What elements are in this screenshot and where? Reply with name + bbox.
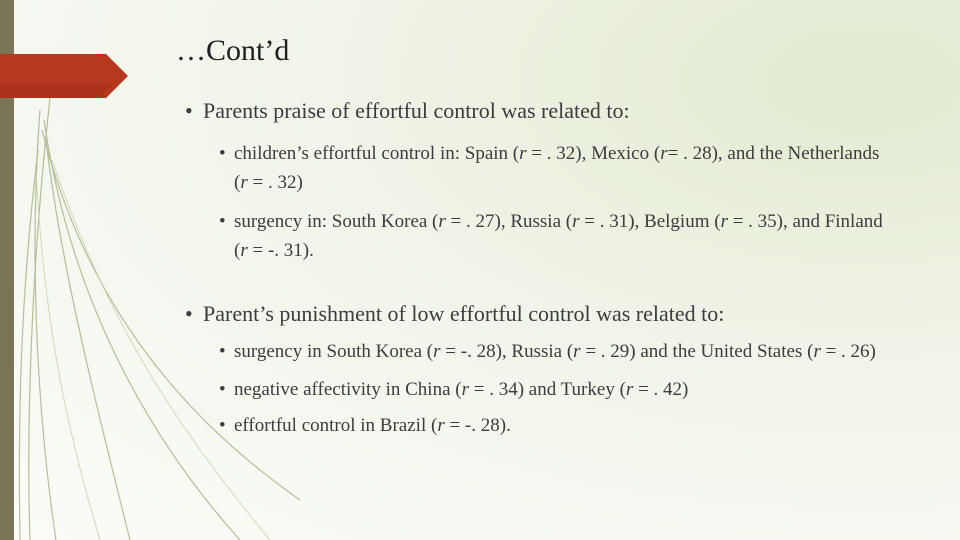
slide-content bbox=[185, 94, 885, 440]
sub-bullet-punishment-effortful bbox=[219, 411, 885, 440]
sub-bullet-punishment-negative bbox=[219, 375, 885, 404]
sub-bullet-text: negative affectivity in China (r = . 34) and Turkey (r = . 42) bbox=[234, 379, 689, 400]
bullet-marker: • bbox=[219, 341, 226, 362]
sub-bullet-punishment-surgency bbox=[219, 337, 885, 366]
title-arrow-shape bbox=[0, 54, 128, 98]
bullet-punishment-text: Parent’s punishment of low effortful control was related to: bbox=[203, 301, 725, 326]
bullet-marker: • bbox=[185, 98, 193, 123]
sub-bullet-text: effortful control in Brazil (r = -. 28). bbox=[234, 415, 511, 436]
bullet-marker: • bbox=[219, 415, 226, 436]
bullet-marker: • bbox=[219, 379, 226, 400]
bullet-punishment bbox=[185, 299, 885, 329]
bullet-marker: • bbox=[219, 143, 226, 164]
bullet-praise-text: Parents praise of effortful control was related to: bbox=[203, 98, 630, 123]
sub-bullet-text: surgency in: South Korea (r = . 27), Russia (r = . 31), Belgium (r = . 35), and Finland (r = -. 31). bbox=[234, 211, 883, 261]
sub-bullet-praise-surgency bbox=[219, 207, 885, 265]
sub-bullet-text: children’s effortful control in: Spain (r = . 32), Mexico (r= . 28), and the Netherlands (r = . 32) bbox=[234, 143, 880, 193]
sub-bullet-praise-effortful bbox=[219, 139, 885, 197]
sub-bullet-text: surgency in South Korea (r = -. 28), Russia (r = . 29) and the United States (r = . 26) bbox=[234, 341, 876, 362]
slide-title: …Cont’d bbox=[176, 34, 290, 67]
bullet-marker: • bbox=[219, 211, 226, 232]
bullet-praise bbox=[185, 96, 885, 126]
bullet-marker: • bbox=[185, 301, 193, 326]
